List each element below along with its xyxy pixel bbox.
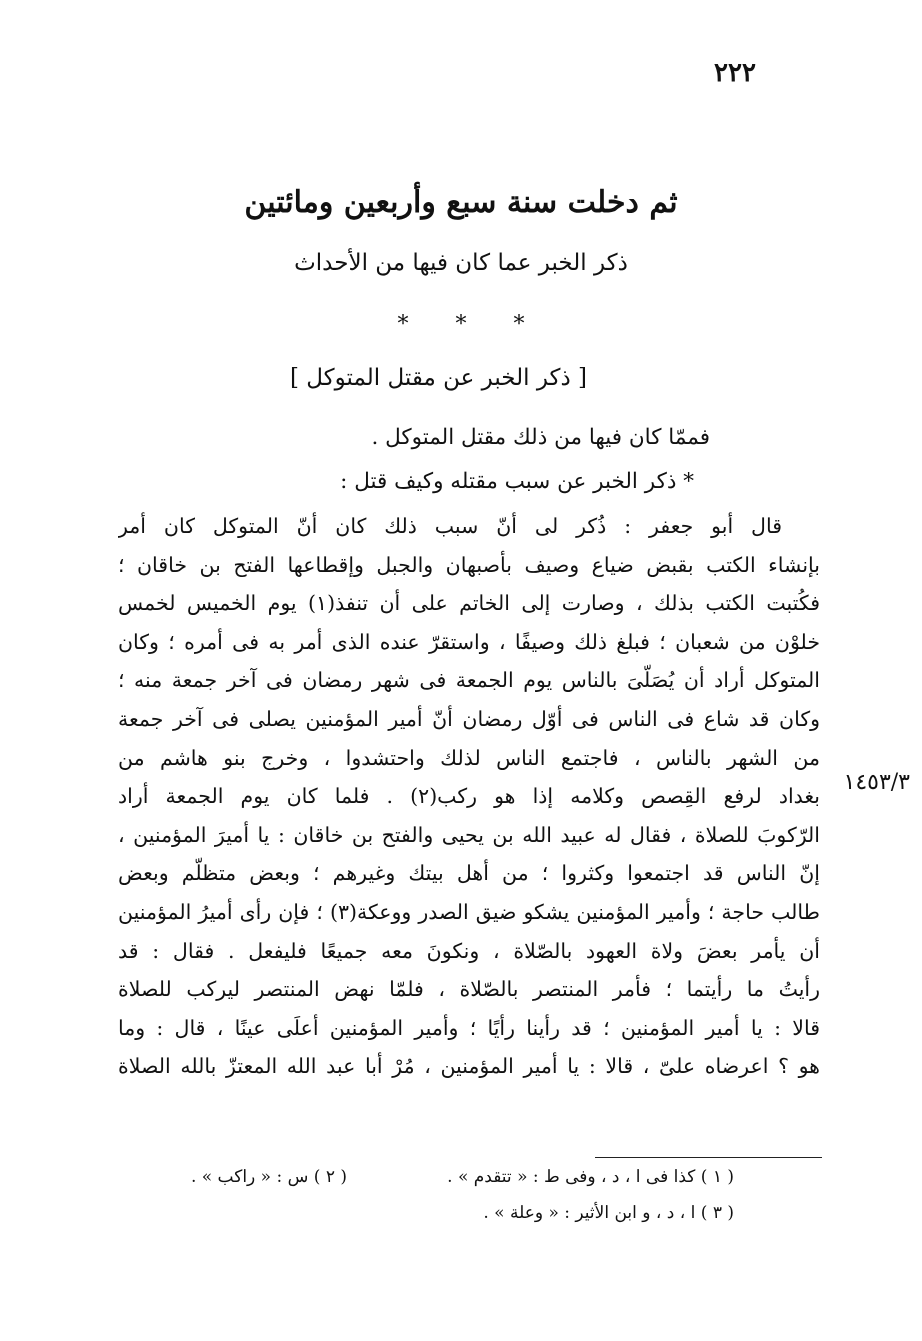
chapter-subtitle: ذكر الخبر عما كان فيها من الأحداث <box>294 250 628 276</box>
body-line: وكان قد شاع فى الناس فى أوّل رمضان أنّ أمير المؤمنين يصلى فى آخر جمعة <box>118 706 820 731</box>
footnote-1: ( ١ ) كذا فى ا ، د ، وفى ط : « تتقدم » . <box>447 1167 734 1187</box>
body-line: المتوكل أراد أن يُصَلّىَ بالناس يوم الجمعة فى شهر رمضان فى آخر جمعة منه ؛ <box>118 668 820 693</box>
footnote-divider <box>595 1157 822 1158</box>
body-line: فكُتبت الكتب بذلك ، وصارت إلى الخاتم على أن تنفذ(١) يوم الخميس لخمس <box>118 591 820 616</box>
body-text <box>118 507 820 1086</box>
chapter-title: ثم دخلت سنة سبع وأربعين ومائتين <box>244 185 678 220</box>
footnote-3: ( ٣ ) ا ، د ، و ابن الأثير : « وعلة » . <box>483 1203 734 1223</box>
intro-line-2: * ذكر الخبر عن سبب مقتله وكيف قتل : <box>340 469 694 494</box>
margin-reference: ١٤٥٣/٣ <box>843 770 910 795</box>
body-line: قالا : يا أمير المؤمنين ؛ قد رأينا رأيًا ؛ وأمير المؤمنين أعلَى عينًا ، قال : وما <box>118 1015 820 1040</box>
footnote-2: ( ٢ ) س : « راكب » . <box>190 1167 347 1187</box>
page-number: ٢٢٢ <box>714 58 756 88</box>
body-line: هو ؟ اعرضاه علىّ ، قالا : يا أمير المؤمنين ، مُرْ أبا عبد الله المعتزّ بالله الصلاة <box>118 1054 820 1079</box>
body-line: إنّ الناس قد اجتمعوا وكثروا ؛ من أهل بيتك وغيرهم ؛ وبعض متظلّم وبعض <box>118 861 820 886</box>
body-line: أن يأمر بعضَ ولاة العهود بالصّلاة ، ونكونَ معه جميعًا فليفعل . فقال : قد <box>118 938 820 963</box>
body-line: خلوْن من شعبان ؛ فبلغ ذلك وصيفًا ، واستقرّ عنده الذى أمر به فى أمره ؛ وكان <box>118 629 820 654</box>
separator-asterisks: * * * <box>397 312 545 337</box>
body-line: قال أبو جعفر : ذُكر لى أنّ سبب ذلك كان أنّ المتوكل كان أمر <box>118 514 782 538</box>
body-line: طالب حاجة ؛ وأمير المؤمنين يشكو ضيق الصدر ووعكة(٣) ؛ فإن رأى أميرُ المؤمنين <box>118 899 820 924</box>
body-line: من الشهر بالناس ، فاجتمع الناس لذلك واحتشدوا ، وخرج بنو هاشم من <box>118 745 820 770</box>
body-line: بغداد لرفع القِصص وكلامه إذا هو ركب(٢) . فلما كان يوم الجمعة أراد <box>118 784 820 809</box>
intro-line-1: فممّا كان فيها من ذلك مقتل المتوكل . <box>371 425 710 450</box>
section-heading: [ ذكر الخبر عن مقتل المتوكل ] <box>289 365 587 391</box>
body-line: بإنشاء الكتب بقبض ضياع وصيف بأصبهان والجبل وإقطاعها الفتح بن خاقان ؛ <box>118 552 820 577</box>
body-line: رأيتُ ما رأيتما ؛ فأمر المنتصر بالصّلاة ، فلمّا نهض المنتصر ليركب للصلاة <box>118 977 820 1002</box>
body-line: الرّكوبَ للصلاة ، فقال له عبيد الله بن يحيى والفتح بن خاقان : يا أميرَ المؤمنين ، <box>118 822 820 847</box>
